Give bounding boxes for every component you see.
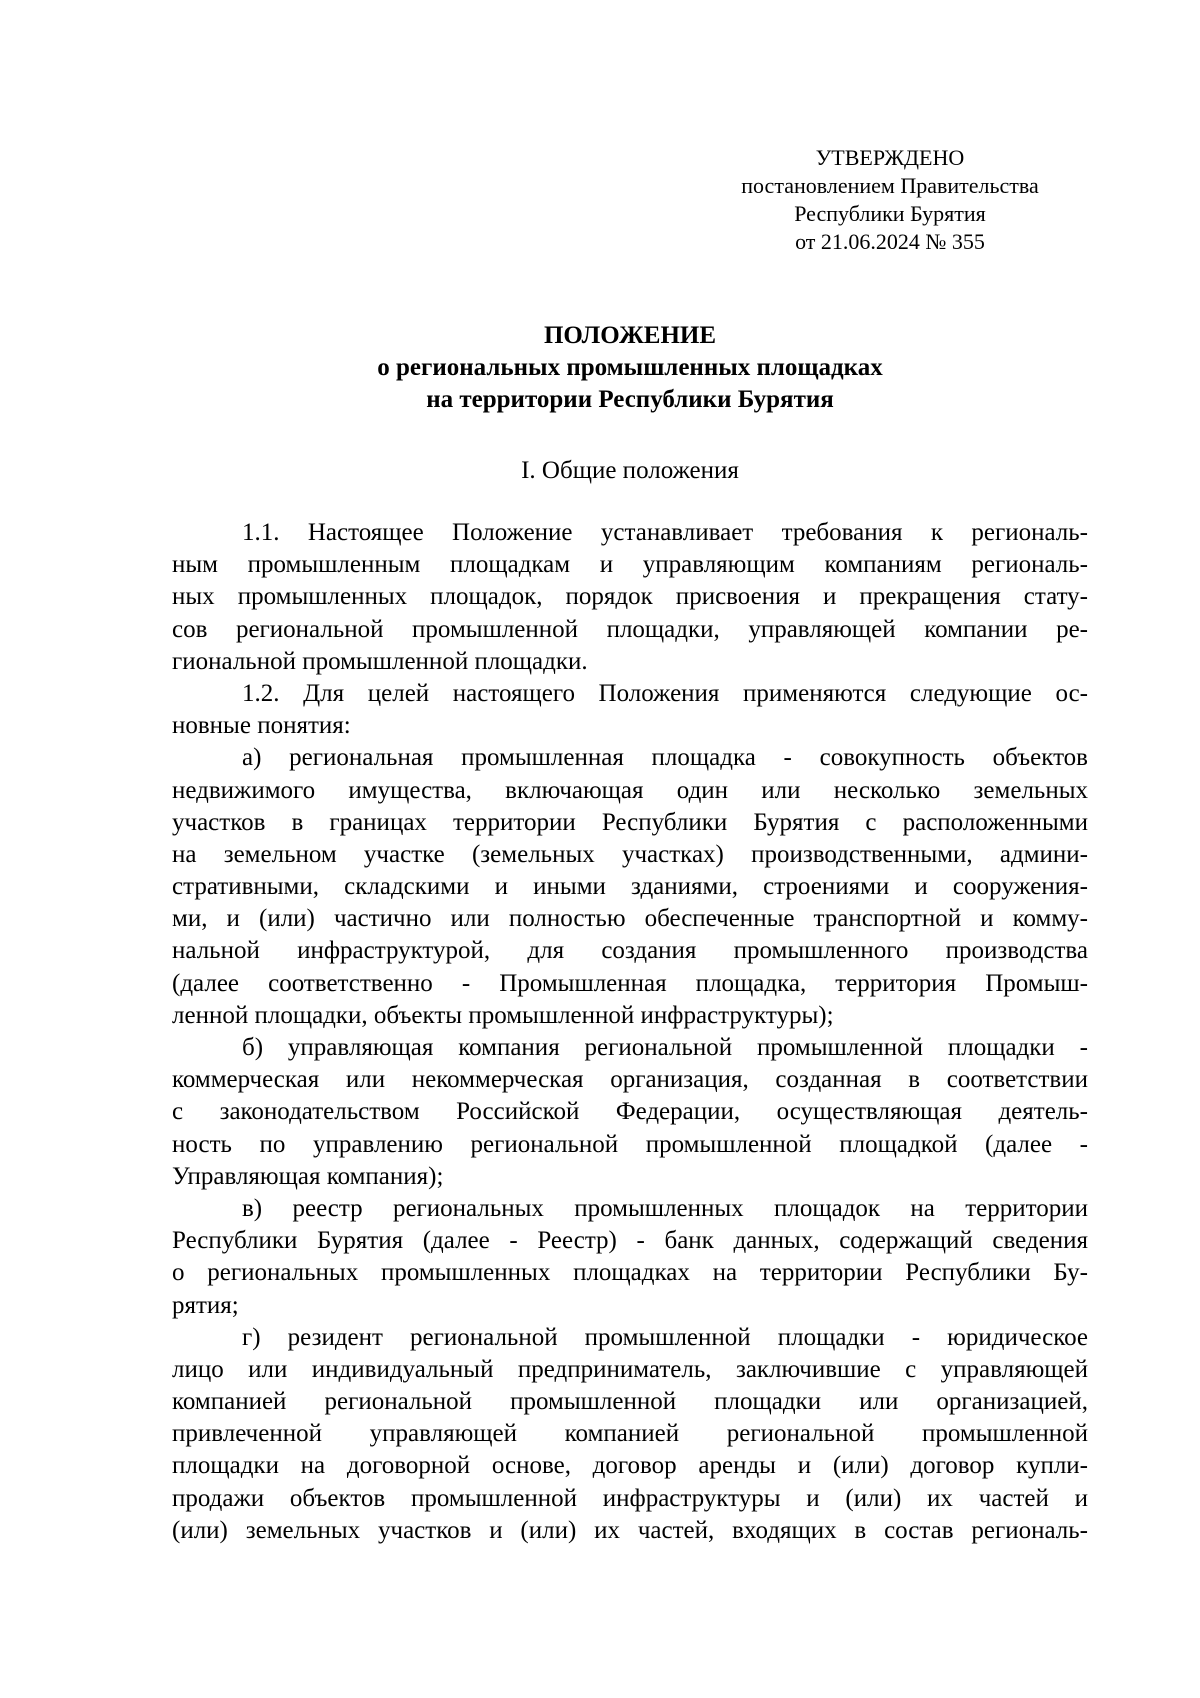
text-line: коммерческая или некоммерческая организация, созданная в соответствии (172, 1066, 1088, 1094)
text-line: нальной инфраструктурой, для создания промышленного производства (172, 937, 1088, 965)
paragraph (172, 742, 1088, 1032)
text-line: продажи объектов промышленной инфраструктуры и (или) их частей и (172, 1484, 1088, 1512)
paragraph (172, 1032, 1088, 1193)
text-line: ленной площадки, объекты промышленной инфраструктуры); (172, 1001, 834, 1029)
text-line: (далее соответственно - Промышленная площадка, территория Промыш- (172, 969, 1088, 997)
text-line: гиональной промышленной площадки. (172, 647, 588, 675)
document-body (172, 517, 1088, 1547)
text-line: компанией региональной промышленной площадки или организацией, (172, 1388, 1088, 1416)
text-line: г) резидент региональной промышленной площадки - юридическое (242, 1323, 1088, 1351)
text-line: участков в границах территории Республики Бурятия с расположенными (172, 808, 1088, 836)
text-line: о региональных промышленных площадках на территории Республики Бу- (172, 1259, 1088, 1287)
text-line: ность по управлению региональной промышленной площадкой (далее - (172, 1130, 1088, 1158)
text-line: (или) земельных участков и (или) их частей, входящих в состав региональ- (172, 1516, 1088, 1544)
paragraph (172, 678, 1088, 742)
document-title (170, 320, 1090, 416)
paragraph (172, 517, 1088, 678)
text-line: ным промышленным площадкам и управляющим компаниям региональ- (172, 551, 1088, 579)
title-line-1: ПОЛОЖЕНИЕ (543, 322, 717, 349)
text-line: б) управляющая компания региональной промышленной площадки - (242, 1034, 1088, 1061)
text-line: лицо или индивидуальный предприниматель, заключившие с управляющей (172, 1355, 1088, 1383)
title-line-3: на территории Республики Бурятия (426, 386, 834, 413)
text-line: ных промышленных площадок, порядок присвоения и прекращения стату- (172, 583, 1088, 611)
text-line: с законодательством Российской Федерации, осуществляющая деятель- (172, 1098, 1088, 1126)
paragraph (172, 1322, 1088, 1547)
section-heading: I. Общие положения (521, 457, 739, 484)
approval-line-1: УТВЕРЖДЕНО (815, 145, 965, 170)
text-line: 1.2. Для целей настоящего Положения применяются следующие ос- (242, 679, 1088, 707)
text-line: новные понятия: (172, 712, 351, 740)
text-line: Республики Бурятия (далее - Реестр) - банк данных, содержащий сведения (172, 1227, 1088, 1255)
paragraph (172, 1193, 1088, 1322)
approval-line-3: Республики Бурятия (794, 201, 986, 226)
text-line: 1.1. Настоящее Положение устанавливает требования к региональ- (242, 519, 1088, 546)
text-line: а) региональная промышленная площадка - совокупность объектов (242, 744, 1088, 772)
text-line: площадки на договорной основе, договор аренды и (или) договор купли- (172, 1452, 1088, 1480)
text-line: на земельном участке (земельных участках) производственными, админи- (172, 840, 1088, 868)
text-line: Управляющая компания); (172, 1162, 444, 1190)
text-line: сов региональной промышленной площадки, управляющей компании ре- (172, 615, 1088, 643)
approval-line-4: от 21.06.2024 № 355 (795, 229, 985, 254)
text-line: рятия; (172, 1291, 239, 1319)
approval-line-2: постановлением Правительства (741, 173, 1039, 198)
text-line: стративными, складскими и иными зданиями, строениями и сооружения- (172, 873, 1088, 901)
text-line: ми, и (или) частично или полностью обеспеченные транспортной и комму- (172, 905, 1088, 933)
approval-stamp (700, 144, 1080, 256)
text-line: привлеченной управляющей компанией региональной промышленной (172, 1420, 1088, 1448)
title-line-2: о региональных промышленных площадках (377, 354, 883, 381)
text-line: недвижимого имущества, включающая один или несколько земельных (172, 776, 1088, 804)
text-line: в) реестр региональных промышленных площадок на территории (242, 1194, 1088, 1222)
